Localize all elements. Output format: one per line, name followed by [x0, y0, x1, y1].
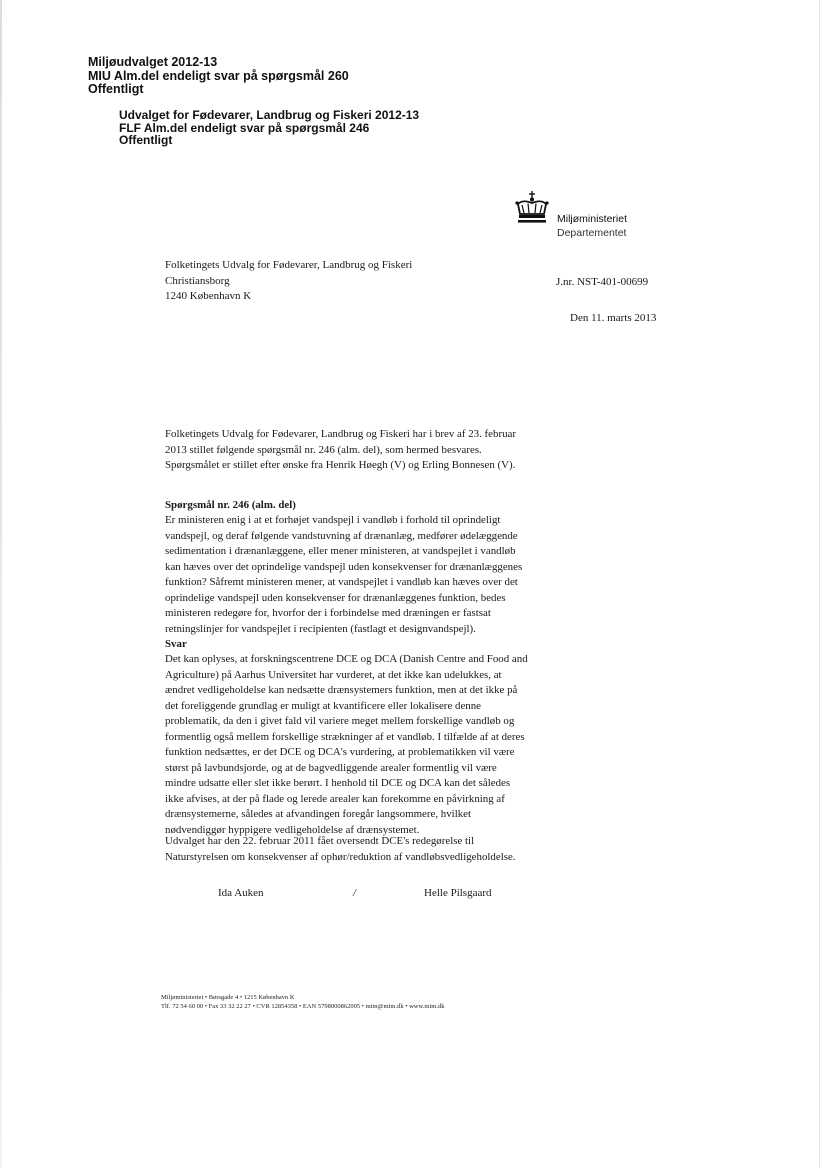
closing-paragraph [165, 834, 585, 865]
question-line: Er ministeren enig i at et forhøjet vandspejl i vandløb i forhold til oprindeligt [165, 514, 501, 526]
committee-stamp-primary [88, 56, 349, 97]
answer-line: funktion nedsættes, er det DCE og DCA's vurdering, at problematikken vil være [165, 746, 515, 758]
answer-heading: Svar [165, 638, 187, 650]
question-line: ministeren redegøre for, hvorfor der i forbindelse med dræningen er fastsat [165, 607, 491, 619]
stamp-secondary-line1: Udvalget for Fødevarer, Landbrug og Fiskeri 2012-13 [119, 108, 420, 122]
question-heading: Spørgsmål nr. 246 (alm. del) [165, 499, 296, 511]
question-line: kan hæves over det oprindelige vandspejl uden konsekvenser for drænanlæggenes [165, 560, 523, 573]
scan-edge-left [0, 0, 2, 1168]
answer-line: problematik, da den i givet fald vil variere meget mellem forskellige vandløb og [165, 715, 515, 727]
recipient-line: 1240 København K [165, 290, 252, 302]
answer-line: mindre udsatte eller slet ikke berørt. I henhold til DCE og DCA kan det således [165, 777, 511, 789]
signature-official: Helle Pilsgaard [424, 887, 492, 899]
crown-icon [512, 190, 552, 230]
stamp-primary-line2: MIU Alm.del endeligt svar på spørgsmål 260 [88, 68, 349, 83]
question-line: vandspejl, og deraf følgende vandstuvning af drænanlæg, medfører ødelæggende [165, 529, 518, 542]
question-line: oprindelige vandspejl uden konsekvenser for drænanlæggenes funktion, bedes [165, 591, 506, 604]
question-line: retningslinjer for vandspejlet i recipienten (fastlagt et designvandspejl). [165, 622, 476, 635]
intro-paragraph [165, 427, 585, 474]
committee-stamp-secondary [119, 109, 419, 147]
answer-line: drænsystemerne, således at afvandingen foregår langsommere, hvilket [165, 808, 472, 820]
closing-line: Udvalget har den 22. februar 2011 fået oversendt DCE's redegørelse til [165, 835, 475, 847]
answer-text [165, 652, 585, 838]
answer-line: størst på lavbundsjorde, og at de bagvedliggende arealer formentlig vil være [165, 761, 497, 774]
journal-number: J.nr. NST-401-00699 [556, 276, 649, 288]
recipient-address [165, 258, 412, 305]
answer-line: det foreliggende grundlag er muligt at kvantificere eller lokalisere denne [165, 699, 481, 712]
answer-line: ændret vedligeholdelse kan nedsætte drænsystemers funktion, men at det ikke på [165, 684, 518, 696]
stamp-secondary-line3: Offentligt [119, 133, 173, 147]
signature-minister: Ida Auken [218, 887, 264, 899]
intro-line: 2013 stillet følgende spørgsmål nr. 246 (alm. del), som hermed besvares. [165, 443, 482, 456]
stamp-primary-line3: Offentligt [88, 82, 144, 96]
ministry-letterhead [557, 213, 627, 240]
signature-separator: / [353, 887, 357, 899]
stamp-primary-line1: Miljøudvalget 2012-13 [88, 55, 218, 69]
department-name: Departementet [557, 226, 627, 239]
question-line: funktion? Såfremt ministeren mener, at vandspejlet i vandløb kan hæves over det [165, 576, 518, 588]
closing-line: Naturstyrelsen om konsekvenser af ophør/reduktion af vandløbsvedligeholdelse. [165, 850, 516, 863]
question-line: sedimentation i drænanlæggene, eller mener ministeren, at vandspejlet i vandløb [165, 545, 516, 557]
answer-line: ikke afvises, at der på flade og lerede arealer kan forekomme en påvirkning af [165, 792, 505, 805]
letter-date: Den 11. marts 2013 [570, 312, 657, 324]
intro-line: Spørgsmålet er stillet efter ønske fra Henrik Høegh (V) og Erling Bonnesen (V). [165, 459, 516, 471]
footer-contact: Tlf. 72 54 60 00 • Fax 33 32 22 27 • CVR 12854358 • EAN 5798000862005 • mim@mim.dk • www.mim.dk [161, 1003, 445, 1010]
scan-edge-right [819, 0, 820, 1168]
answer-line: Agriculture) på Aarhus Universitet har vurderet, at det ikke kan udelukkes, at [165, 668, 502, 681]
answer-line: Det kan oplyses, at forskningscentrene DCE og DCA (Danish Centre and Food and [165, 653, 528, 665]
answer-line: formentlig også mellem forskellige strækninger af et vandløb. I tilfælde af at deres [165, 730, 525, 743]
question-text [165, 513, 585, 637]
letter-footer [161, 993, 444, 1011]
footer-address: Miljøministeriet • Børsgade 4 • 1215 København K [161, 994, 295, 1001]
recipient-line: Folketingets Udvalg for Fødevarer, Landbrug og Fiskeri [165, 259, 413, 271]
ministry-name: Miljøministeriet [557, 213, 628, 225]
recipient-line: Christiansborg [165, 274, 230, 287]
answer-line: nødvendiggør hyppigere vedligeholdelse af drænsystemet. [165, 823, 420, 836]
stamp-secondary-line2: FLF Alm.del endeligt svar på spørgsmål 246 [119, 120, 370, 135]
intro-line: Folketingets Udvalg for Fødevarer, Landbrug og Fiskeri har i brev af 23. februar [165, 428, 516, 440]
